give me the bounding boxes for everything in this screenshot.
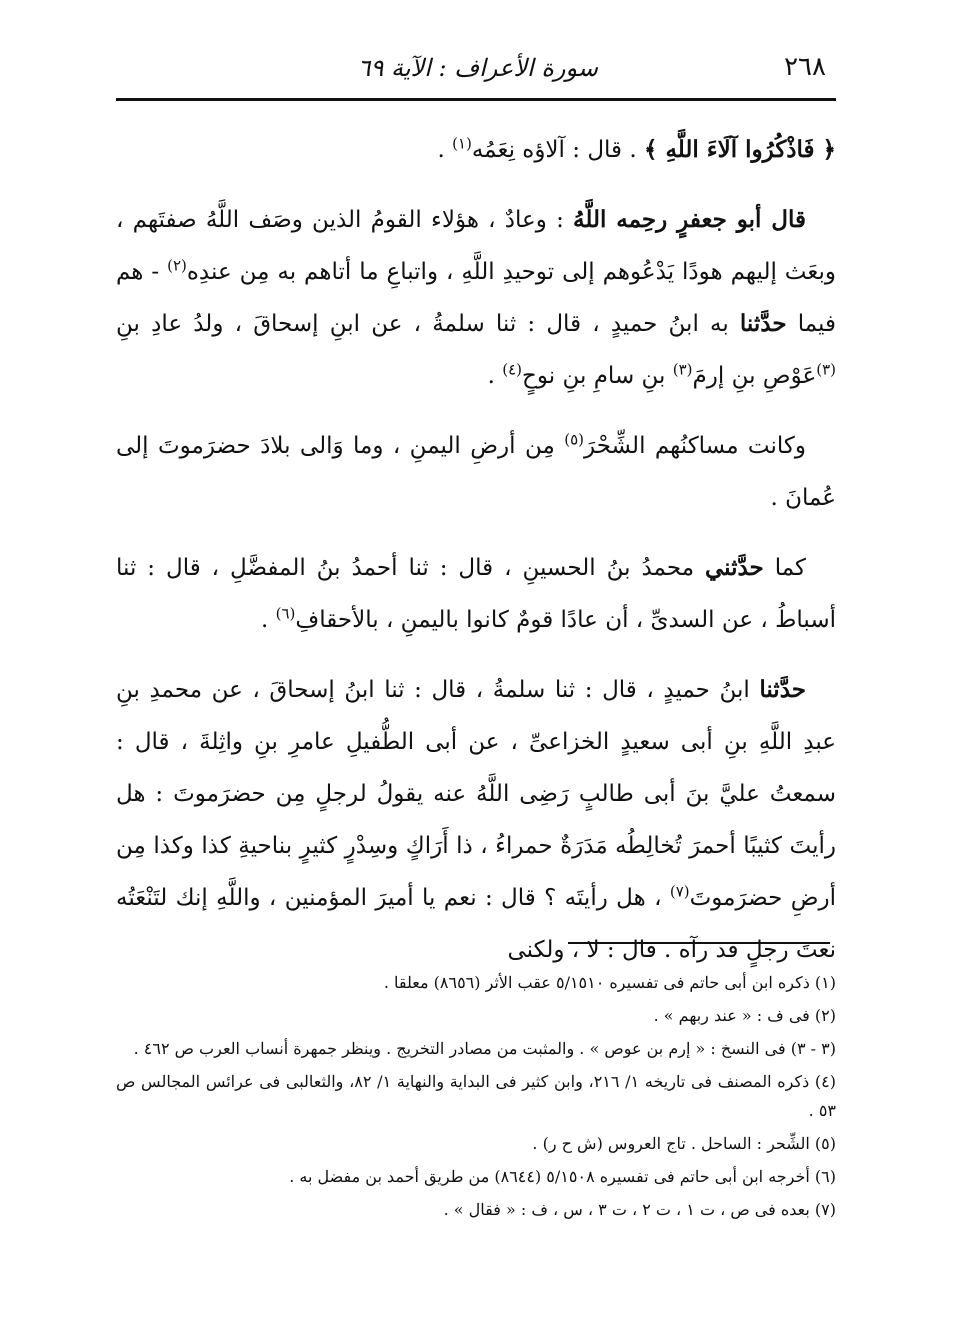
- text: ابنُ حميدٍ ، قال : ثنا سلمةُ ، قال : ثنا ابنُ إسحاقَ ، عن محمدِ بنِ عبدِ اللَّهِ بنِ أبى سعيدٍ الخزاعىِّ ، عن أبى الطُّفيلِ عامرِ بنِ واثِلةَ ، قال : سمعتُ عليَّ بنَ أبى طالبٍ رَضِى اللَّهُ عنه يقولُ لرجلٍ مِن حضرَموتَ : هل رأيتَ كثيبًا أحمرَ تُخالِطُه مَدَرَةٌ حمراءُ ، ذا أَرَاكٍ وسِدْرٍ كثيرٍ بناحيةِ كذا وكذا مِن أرضِ حضرَموتَ: [116, 677, 837, 911]
- author-lead: قال أبو جعفرٍ رحِمه اللَّهُ: [573, 206, 806, 233]
- text: . قال : آلاؤه نِعَمُه: [471, 137, 644, 163]
- footnote-marker: (٦): [275, 604, 296, 623]
- running-title: سورة الأعراف : الآية ٦٩: [357, 54, 598, 82]
- text: مِن أرضِ اليمنِ ، وما وَالى بلادَ حضرَموتَ إلى عُمانَ .: [116, 433, 836, 511]
- footnote-marker: (١): [452, 134, 472, 153]
- paragraph-2: [116, 194, 836, 402]
- header-divider: [116, 98, 836, 101]
- footnote-marker: (٣): [816, 360, 836, 379]
- footnote: (٢) فى ف : « عند ربهم » .: [653, 1006, 836, 1025]
- text: به ابنُ حميدٍ ، قال : ثنا سلمةُ ، عن ابنِ إسحاقَ ، ولدُ عادِ بنِ: [116, 311, 740, 337]
- text: : وعادٌ ، هؤلاء القومُ الذين وصَف اللَّهُ صفتَهم ، وبعَث إليهم هودًا يَدْعُوهم إلى توحيدِ اللَّهِ ، واتباعِ ما أتاهم به مِن عندِه: [116, 207, 836, 285]
- paragraph-5: [116, 664, 836, 976]
- text: بنِ سامِ بنِ نوحٍ: [522, 363, 673, 389]
- text: .: [487, 363, 503, 389]
- paragraph-4: [116, 542, 836, 646]
- text: - هم فيما: [116, 259, 836, 337]
- text: .: [437, 137, 453, 163]
- footnote-marker: (٤): [502, 360, 523, 379]
- text: محمدُ بنُ الحسينِ ، قال : ثنا أحمدُ بنُ المفضَّلِ ، قال : ثنا أسباطُ ، عن السدىِّ ، أن عادًا قومٌ كانوا باليمنِ ، بالأحقافِ: [116, 555, 836, 633]
- text: عَوْصِ بنِ إرمَ: [692, 363, 817, 389]
- isnad-keyword: حدَّثني: [704, 554, 764, 581]
- isnad-keyword: حدَّثنا: [739, 310, 787, 337]
- quran-verse: ﴿ فَاذْكُرُوا آلَاءَ اللَّهِ ﴾: [643, 136, 836, 163]
- isnad-keyword: حدَّثنا: [759, 676, 806, 703]
- text: وكانت مساكنُهم الشِّحْرَ: [584, 433, 806, 459]
- paragraph-1: [116, 124, 836, 176]
- footnote-marker: (٣): [672, 360, 693, 379]
- footnotes: [116, 968, 836, 1228]
- page-header: [116, 40, 836, 96]
- footnote: (٦) أخرجه ابن أبى حاتم فى تفسيره ٥/١٥٠٨ (٨٦٤٤) من طريق أحمد بن مفضل به .: [289, 1167, 836, 1186]
- footnote: (١) ذكره ابن أبى حاتم فى تفسيره ٥/١٥١٠ عقب الأثر (٨٦٥٦) معلقا .: [383, 973, 836, 992]
- text: ، هل رأيتَه ؟ قال : نعم يا أميرَ المؤمنين ، واللَّهِ إنك لتَنْعَتُه نعتَ رجلٍ قد رآه . قال : لا ، ولكنى: [116, 885, 836, 963]
- footnote-marker: (٧): [669, 882, 690, 901]
- footnote-divider: [568, 942, 830, 944]
- text: .: [261, 607, 276, 633]
- footnote: (٧) بعده فى ص ، ت ١ ، ت ٢ ، ت ٣ ، س ، ف : « فقال » .: [443, 1200, 836, 1219]
- paragraph-3: [116, 420, 836, 524]
- main-text: [116, 124, 836, 994]
- text: كما: [763, 555, 806, 581]
- footnote: (٣ - ٣) فى النسخ : « إرم بن عوص » . والمثبت من مصادر التخريج . وينظر جمهرة أنساب العرب ص ٤٦٢ .: [133, 1039, 836, 1058]
- page-number: ٢٦٨: [784, 52, 826, 82]
- footnote: (٥) الشِّحر : الساحل . تاج العروس (ش ح ر) .: [532, 1134, 836, 1153]
- footnote-marker: (٥): [564, 430, 584, 449]
- footnote: (٤) ذكره المصنف فى تاريخه ١/ ٢١٦، وابن كثير فى البداية والنهاية ١/ ٨٢، والثعالبى فى عرائس المجالس ص ٥٣ .: [116, 1072, 837, 1120]
- footnote-marker: (٢): [167, 256, 187, 275]
